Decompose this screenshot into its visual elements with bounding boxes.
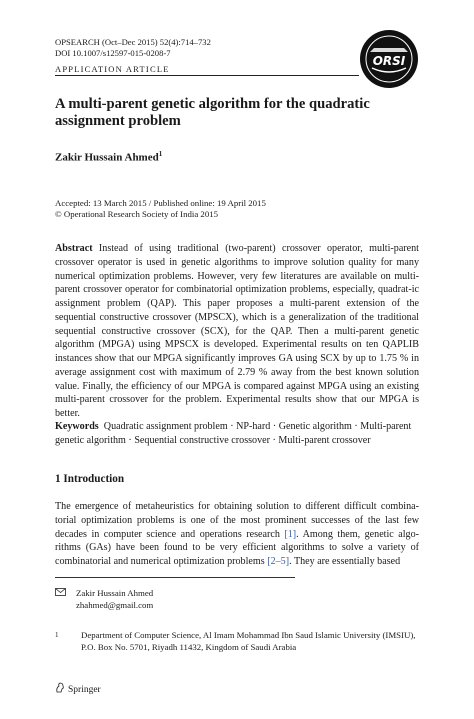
abstract-line: in average assignment cost with maximum of 2.79 % away from the best known	[55, 353, 419, 378]
article-history	[55, 198, 266, 220]
abstract-line: ic assignment problem (QAP). This paper proposes a multi-parent extension of the	[55, 284, 419, 309]
intro-line: . Among them, genetic algo-	[296, 528, 420, 540]
keywords	[55, 420, 419, 448]
paper-title	[55, 96, 395, 130]
copyright: © Operational Research Society of India 2015	[55, 209, 219, 219]
intro-line: combinatorial and numerical optimization problems	[55, 556, 268, 567]
abstract-line: sequential constructive crossover (MPSCX), which is a generalization of the traditional	[55, 311, 419, 323]
history-dates: Accepted: 13 March 2015 / Published online: 19 April 2015	[55, 198, 266, 208]
doi: DOI 10.1007/s12597-015-0208-7	[55, 48, 171, 58]
abstract-line: numerical optimization problems. However, very few literatures are available on multi-	[55, 270, 419, 282]
springer-horse-icon	[55, 682, 65, 693]
envelope-icon	[55, 588, 66, 596]
abstract-line: MPGA is better.	[55, 394, 420, 419]
abstract-line: Instead of using traditional (two-parent) crossover operator, multi-parent	[98, 243, 419, 254]
citation-link[interactable]: [2–5]	[267, 556, 290, 567]
abstract-line: instances show that our MPGA significantly improves GA using SCX by up to 1.75 %	[55, 353, 409, 364]
keywords-line-1: Quadratic assignment problem · NP-hard · Genetic algorithm · Multi-parent	[103, 421, 412, 432]
logo-text: ORSI	[372, 54, 406, 68]
correspondence	[55, 588, 153, 611]
author-name: Zakir Hussain Ahmed	[55, 151, 159, 164]
abstract-line: an existing multi-parent crossover for the problem. Experimental results show that our	[55, 380, 419, 406]
section-heading: 1 Introduction	[55, 473, 125, 485]
abstract	[55, 242, 419, 421]
journal-header	[55, 37, 211, 59]
keywords-label: Keywords	[55, 421, 99, 432]
abstract-line: sequential constructive crossover (SCX), for the QAP. Then a multi-parent genetic	[55, 325, 419, 337]
affiliation-line-1: Department of Computer Science, Al Imam Mohammad Ibn Saud Islamic University (IMSIU),	[81, 630, 416, 640]
affiliation	[55, 630, 415, 653]
intro-line: . They are essentially based	[289, 556, 401, 567]
introduction-text	[55, 500, 419, 569]
publisher-name: Springer	[68, 685, 101, 695]
correspondence-email[interactable]: zhahmed@gmail.com	[76, 599, 154, 610]
journal-citation: OPSEARCH (Oct–Dec 2015) 52(4):714–732	[55, 37, 211, 47]
title-line-2: assignment problem	[55, 113, 181, 129]
affiliation-number: 1	[55, 631, 59, 639]
abstract-label: Abstract	[55, 243, 93, 254]
intro-line: The emergence of metaheuristics for obtaining solution to different difficult combina-	[55, 501, 419, 512]
keywords-line-2: genetic algorithm · Sequential constructive crossover · Multi-parent crossover	[55, 434, 371, 446]
abstract-line: solution value. Finally, the efficiency of our MPGA is compared against MPGA using	[55, 366, 419, 392]
author	[55, 150, 162, 164]
abstract-line: algorithm (MPGA) using MPSCX is developed. Experimental results on ten QAPLIB	[55, 339, 419, 351]
footnote-divider	[55, 577, 295, 578]
abstract-line: parent crossover operator for combinatorial optimization problems, especially, quadrat-	[55, 284, 412, 296]
title-line-1: A multi-parent genetic algorithm for the quadratic	[55, 96, 370, 112]
abstract-line: crossover operator is used in genetic algorithms to improve solution quality for many	[55, 256, 419, 268]
article-type-label: APPLICATION ARTICLE	[55, 64, 359, 76]
intro-line: torial optimization problems is one of the most prominent successes of the last few	[55, 514, 419, 526]
affiliation-line-2: P.O. Box No. 5701, Riyadh 11432, Kingdom of Saudi Arabia	[81, 641, 297, 652]
publisher-footer	[55, 682, 101, 695]
correspondence-name: Zakir Hussain Ahmed	[76, 588, 154, 598]
citation-link[interactable]: [1]	[284, 528, 297, 540]
orsi-logo-icon	[358, 28, 420, 90]
intro-line: decades in computer science and operations research	[55, 528, 285, 540]
intro-line: rithms (GAs) have been found to be very efficient algorithms to solve a variety of	[55, 542, 419, 554]
author-affil-mark: 1	[158, 150, 163, 158]
